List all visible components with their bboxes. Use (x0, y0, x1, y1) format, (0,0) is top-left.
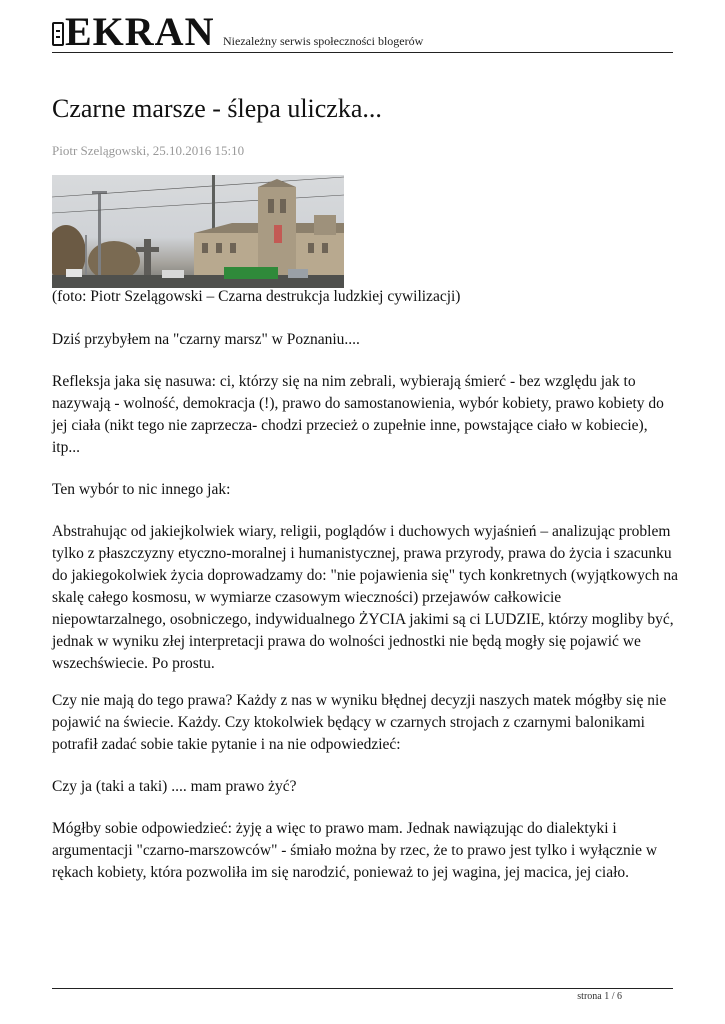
site-tagline: Niezależny serwis społeczności blogerów (223, 34, 424, 48)
masthead (52, 9, 673, 54)
article-photo (52, 175, 344, 288)
article-paragraph: Ten wybór to nic innego jak: (52, 481, 231, 498)
article-paragraph: Mógłby sobie odpowiedzieć: żyję a więc to prawo mam. Jednak nawiązując do dialektyki i argumentacji "czarno-marszowców" - śmiało można by rzec, że to prawo jest tylko i wyłącznie w rękach kobiety, która pozwoliła im się narodzić, ponieważ to jej wagina, jej macica, jej ciało. (52, 820, 658, 881)
footer-divider (52, 988, 673, 989)
photo-illustration (52, 175, 344, 288)
article-paragraph: Czy nie mają do tego prawa? Każdy z nas w wyniku błędnej decyzji naszych matek mógłby się nie pojawić na świecie. Każdy. Czy ktokolwiek będący w czarnych strojach z czarnymi balonikami potrafił zadać sobie takie pytanie i na nie odpowiedzieć: (52, 692, 667, 753)
page-number: strona 1 / 6 (577, 991, 622, 1002)
logo-text: EKRAN (65, 9, 215, 54)
article-paragraph: Dziś przybyłem na "czarny marsz" w Poznaniu.... (52, 331, 360, 348)
article-paragraph: Czy ja (taki a taki) .... mam prawo żyć? (52, 778, 297, 795)
article-byline: Piotr Szelągowski, 25.10.2016 15:10 (52, 143, 245, 158)
photo-caption: (foto: Piotr Szelągowski – Czarna destrukcja ludzkiej cywilizacji) (52, 288, 461, 305)
logo-mark-icon (52, 22, 64, 46)
article-title: Czarne marsze - ślepa uliczka... (52, 94, 382, 123)
article-paragraph: Refleksja jaka się nasuwa: ci, którzy się na nim zebrali, wybierają śmierć - bez względu jak to nazywają - wolność, demokracja (!), prawo do samostanowienia, wybór kobiety, prawo kobiety do jej ciała (nikt tego nie zaprzecza- chodzi przecież o zupełnie inne, powstające ciało w kobiecie), itp... (52, 373, 664, 456)
article-paragraph: Abstrahując od jakiejkolwiek wiary, religii, poglądów i duchowych wyjaśnień – analizując problem tylko z płaszczyzny etyczno-moralnej i humanistycznej, prawa przyrody, prawa do życia i szacunku do jakiegokolwiek życia doprowadzamy do: "nie pojawienia się" tych konkretnych (wyjątkowych na skalę całego kosmosu, w wymiarze czasowym wieczności) przejawów całkowicie niepowtarzalnego, osobniczego, indywidualnego ŻYCIA jakimi są ci LUDZIE, którzy mogliby być, jednak w wyniku złej interpretacji prawa do wolności jednostki nie będą mogły się pojawić we wszechświecie. Po prostu. (52, 523, 679, 672)
site-logo[interactable] (52, 9, 215, 54)
